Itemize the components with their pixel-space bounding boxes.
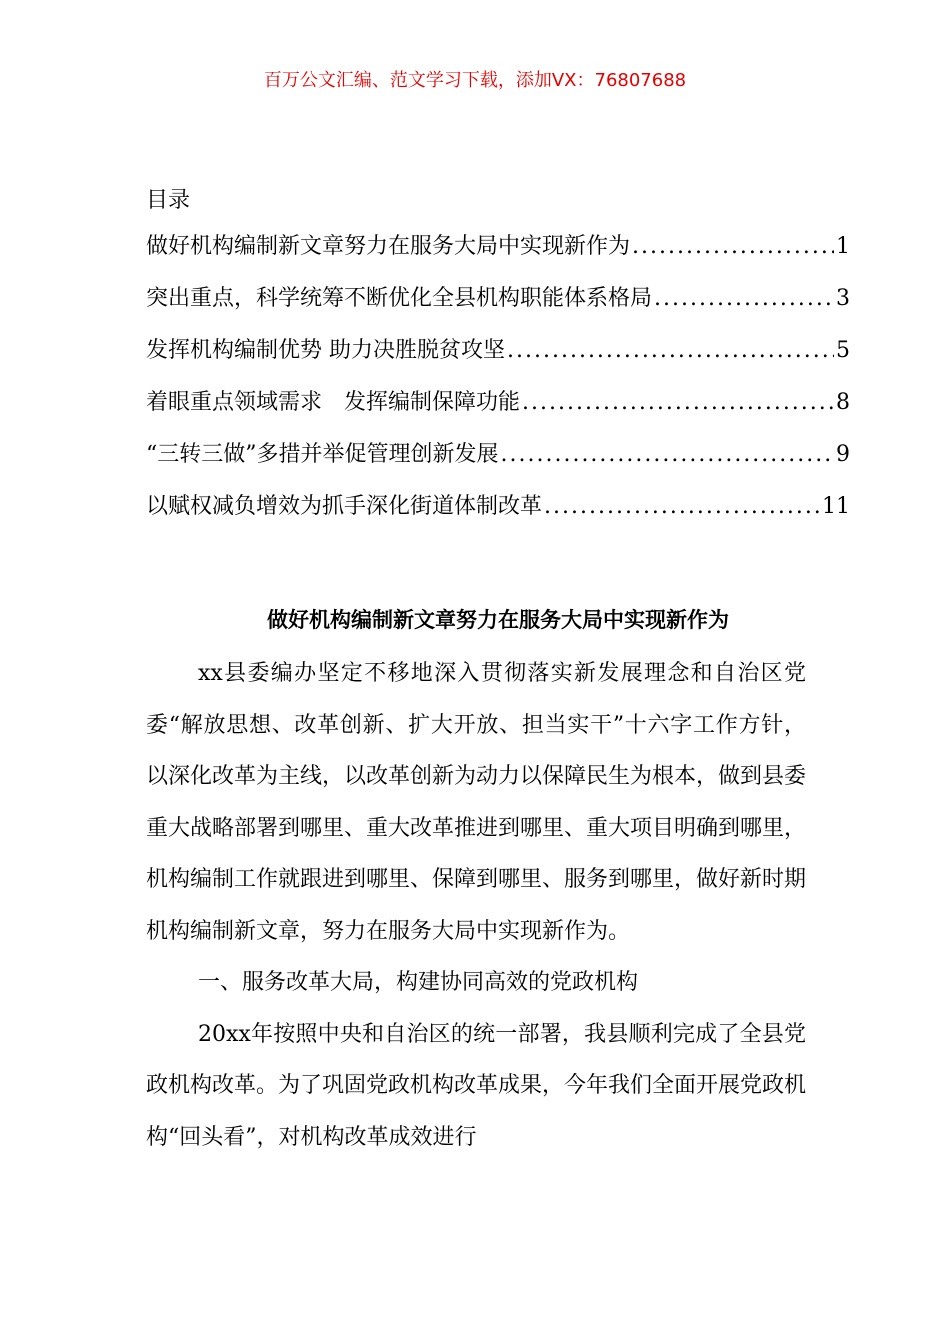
section-heading: 一、服务改革大局，构建协同高效的党政机构 [198,970,639,995]
toc-entry-page: 8 [836,390,850,415]
toc-entry-text: 做好机构编制新文章努力在服务大局中实现新作为 [146,234,631,259]
toc-entry[interactable] [146,386,850,438]
toc-entry[interactable] [146,282,850,334]
toc-leader-dots [544,490,820,524]
article-paragraph: xx县委编办坚定不移地深入贯彻落实新发展理念和自治区党委“解放思想、改革创新、扩大开放、担当实干”十六字工作方针，以深化改革为主线，以改革创新为动力以保障民生为根本，做到县委重大战略部署到哪里、重大改革推进到哪里、重大项目明确到哪里，机构编制工作就跟进到哪里、保障到哪里、服务到哪里，做好新时期机构编制新文章，努力在服务大局中实现新作为。 [146,661,807,944]
header-banner: 百万公文汇编、范文学习下载，添加VX：76807688 [263,70,687,91]
article-body [146,600,806,1163]
toc-leader-dots [632,230,834,264]
toc-entry-page: 9 [836,442,850,467]
toc-entry[interactable] [146,438,850,490]
toc-leader-dots [654,282,834,316]
toc-entry[interactable] [146,334,850,386]
toc-entry-text: 发挥机构编制优势 助力决胜脱贫攻坚 [146,338,505,363]
toc-entry[interactable] [146,230,850,282]
toc-entry-page: 3 [836,286,850,311]
article-paragraph: 20xx年按照中央和自治区的统一部署，我县顺利完成了全县党政机构改革。为了巩固党政机构改革成果，今年我们全面开展党政机构“回头看”，对机构改革成效进行 [146,1021,807,1150]
toc-entry-text: 突出重点，科学统筹不断优化全县机构职能体系格局 [146,286,653,311]
table-of-contents [146,184,850,542]
toc-title: 目录 [146,188,191,213]
article-title: 做好机构编制新文章努力在服务大局中实现新作为 [267,608,729,632]
toc-leader-dots [522,386,834,420]
toc-leader-dots [501,438,835,472]
toc-entry-page: 11 [822,494,850,519]
toc-entry-page: 1 [836,234,850,259]
toc-leader-dots [507,334,834,368]
toc-entry-page: 5 [836,338,850,363]
toc-entry[interactable] [146,490,850,542]
toc-entry-text: 以赋权减负增效为抓手深化街道体制改革 [146,494,543,519]
toc-entry-text: 着眼重点领域需求 发挥编制保障功能 [146,390,521,415]
toc-entry-text: “三转三做”多措并举促管理创新发展 [146,442,499,467]
